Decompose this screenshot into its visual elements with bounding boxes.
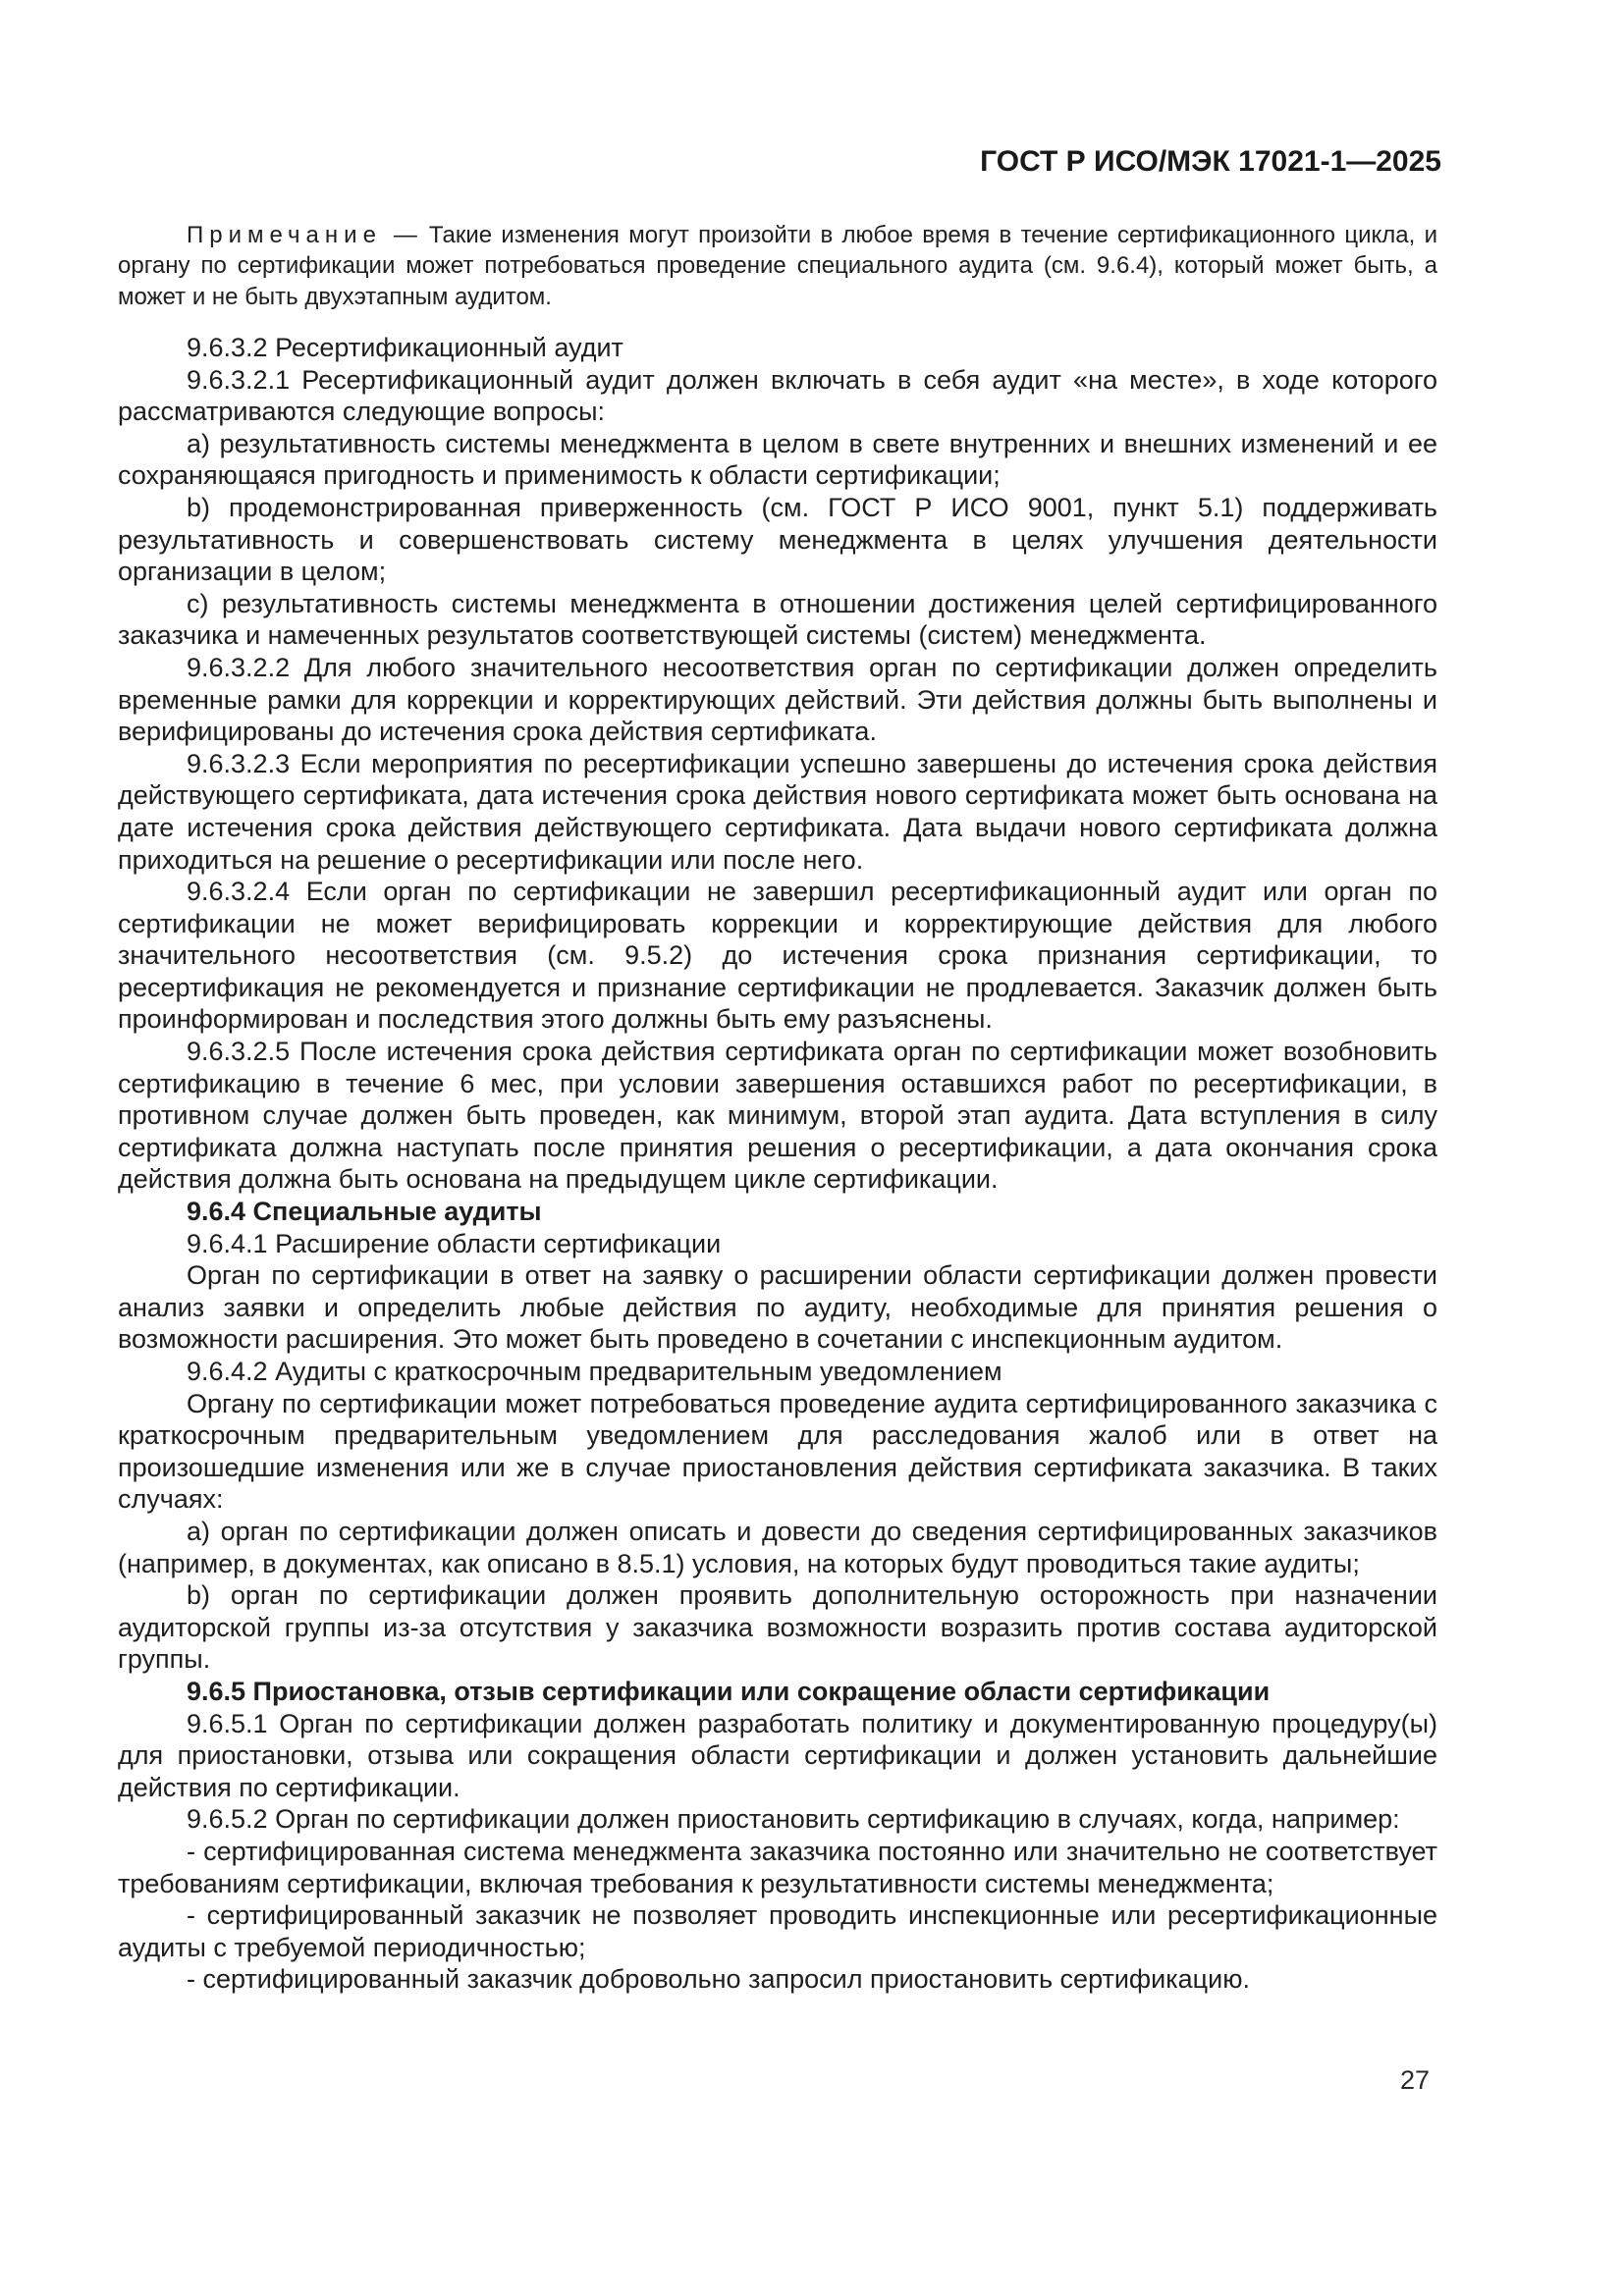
page-number: 27 (1400, 2065, 1431, 2095)
paragraph: a) результативность системы менеджмента в целом в свете внутренних и внешних изменений и ее сохраняющаяся пригодность и применимость к области сертификации; (118, 428, 1437, 491)
paragraph: 9.6.5.1 Орган по сертификации должен разработать политику и документированную процедуру(ы) для приостановки, отзыва или сокращения области сертификации и должен установить дальнейшие действия по сертификации. (118, 1708, 1437, 1802)
paragraph: 9.6.3.2.2 Для любого значительного несоответствия орган по сертификации должен определить временные рамки для коррекции и корректирующих действий. Эти действия должны быть выполнены и верифицированы до истечения срока действия сертификата. (118, 652, 1437, 747)
paragraph: 9.6.3.2.1 Ресертификационный аудит должен включать в себя аудит «на месте», в ходе которого рассматриваются следующие вопросы: (118, 364, 1437, 427)
section-heading: 9.6.4 Специальные аудиты (187, 1197, 542, 1227)
paragraph: - сертифицированный заказчик добровольно запросил приостановить сертификацию. (187, 1964, 1250, 1995)
paragraph: 9.6.3.2 Ресертификационный аудит (187, 333, 623, 362)
paragraph: - сертифицированный заказчик не позволяет проводить инспекционные или ресертификационные аудиты с требуемой периодичностью; (118, 1900, 1437, 1962)
note-text: Такие изменения могут произойти в любое время в течение сертификационного цикла, и органу по сертификации может потребоваться проведение специального аудита (см. 9.6.4), который может быть, а может и не быть двухэтапным аудитом. (118, 222, 1437, 310)
note-paragraph (118, 220, 1437, 312)
paragraph: Орган по сертификации в ответ на заявку о расширении области сертификации должен провести анализ заявки и определить любые действия по аудиту, необходимые для принятия решения о возможности расширения. Это может быть проведено в сочетании с инспекционным аудитом. (118, 1260, 1437, 1355)
paragraph: b) продемонстрированная приверженность (см. ГОСТ Р ИСО 9001, пункт 5.1) поддерживать результативность и совершенствовать систему менеджмента в целях улучшения деятельности организации в целом; (118, 492, 1437, 587)
paragraph: 9.6.3.2.4 Если орган по сертификации не завершил ресертификационный аудит или орган по сертификации не может верифицировать коррекции и корректирующие действия для любого значительного несоответствия (см. 9.5.2) до истечения срока признания сертификации, то ресертификация не рекомендуется и признание сертификации не продлевается. Заказчик должен быть проинформирован и последствия этого должны быть ему разъяснены. (118, 877, 1437, 1035)
paragraph: a) орган по сертификации должен описать и довести до сведения сертифицированных заказчиков (например, в документах, как описано в 8.5.1) условия, на которых будут проводиться такие аудиты; (118, 1516, 1437, 1578)
note-label: Примечание (187, 222, 382, 248)
document-header: ГОСТ Р ИСО/МЭК 17021-1—2025 (980, 145, 1441, 178)
paragraph: - сертифицированная система менеджмента заказчика постоянно или значительно не соответствует требованиям сертификации, включая требования к результативности системы менеджмента; (118, 1836, 1437, 1898)
paragraph: 9.6.3.2.3 Если мероприятия по ресертификации успешно завершены до истечения срока действия действующего сертификата, дата истечения срока действия нового сертификата может быть основана на дате истечения срока действия действующего сертификата. Дата выдачи нового сертификата должна приходиться на решение о ресертификации или после него. (118, 748, 1437, 875)
note-dash: — (393, 222, 417, 248)
paragraph: 9.6.3.2.5 После истечения срока действия сертификата орган по сертификации может возобновить сертификацию в течение 6 мес, при условии завершения оставшихся работ по ресертификации, в противном случае должен быть проведен, как минимум, второй этап аудита. Дата вступления в силу сертификата должна наступать после принятия решения о ресертификации, а дата окончания срока действия должна быть основана на предыдущем цикле сертификации. (118, 1037, 1437, 1195)
document-body (118, 332, 1437, 1996)
paragraph: Органу по сертификации может потребоваться проведение аудита сертифицированного заказчика с краткосрочным предварительным уведомлением для расследования жалоб или в ответ на произошедшие изменения или же в случае приостановления действия сертификата заказчика. В таких случаях: (118, 1388, 1437, 1515)
section-heading: 9.6.5 Приостановка, отзыв сертификации или сокращение области сертификации (187, 1676, 1271, 1706)
paragraph: c) результативность системы менеджмента в отношении достижения целей сертифицированного заказчика и намеченных результатов соответствующей системы (систем) менеджмента. (118, 588, 1437, 651)
paragraph: 9.6.4.2 Аудиты с краткосрочным предварительным уведомлением (187, 1357, 1002, 1386)
paragraph: 9.6.5.2 Орган по сертификации должен приостановить сертификацию в случаях, когда, например: (187, 1804, 1400, 1835)
paragraph: b) орган по сертификации должен проявить дополнительную осторожность при назначении аудиторской группы из-за отсутствия у заказчика возможности возразить против состава аудиторской группы. (118, 1580, 1437, 1675)
paragraph: 9.6.4.1 Расширение области сертификации (187, 1228, 722, 1258)
